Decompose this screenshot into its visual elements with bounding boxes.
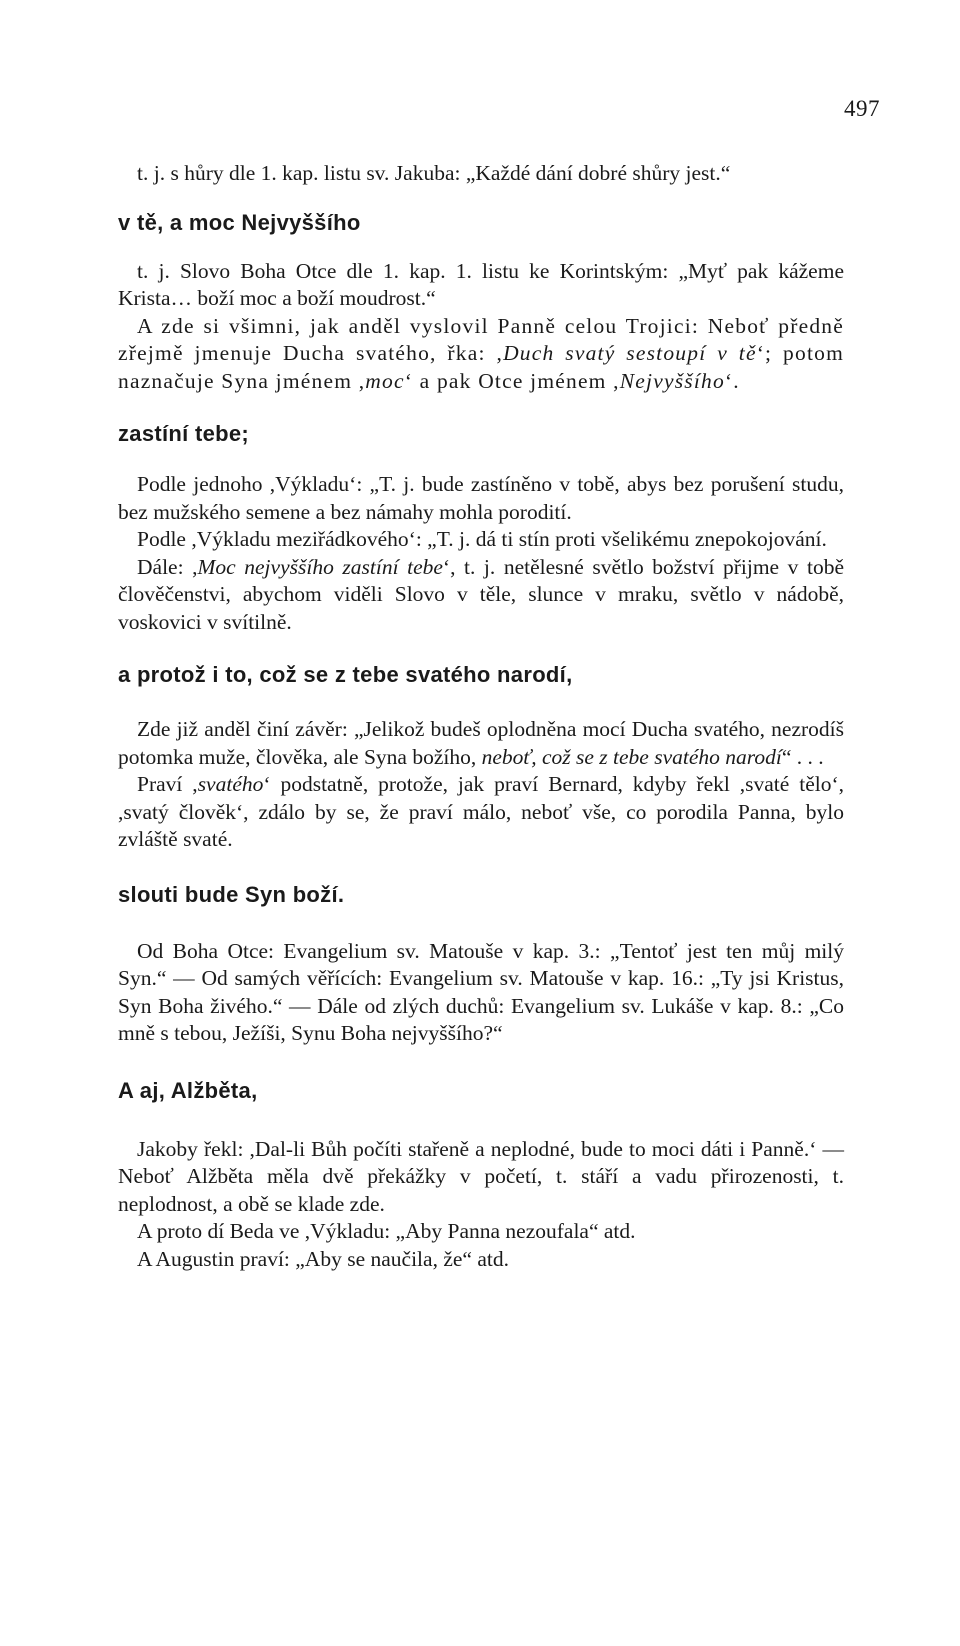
paragraph: t. j. Slovo Boha Otce dle 1. kap. 1. listu ke Korintským: „Myť pak kážeme Krista… boží moc a boží moudrost.“ (118, 258, 844, 310)
italic-quote: Moc nejvyššího zastíní tebe (197, 554, 443, 579)
text-run: A zde si všimni, jak anděl vyslovil Panně celou Trojici: Neboť předně zřejmě jmenuje Ducha svatého, řka: , (118, 313, 844, 365)
paragraph: A Augustin praví: „Aby se naučila, že“ atd. (137, 1246, 509, 1271)
text-run: ‘ podstatně, protože, jak praví Bernard, kdyby řekl ,svaté tělo‘, ,svatý člověk‘, zdálo by se, že praví málo, neboť vše, co porodila Panna, bylo zvláště svaté. (118, 772, 844, 851)
paragraph (118, 313, 844, 396)
section-heading: zastíní tebe; (118, 421, 250, 446)
paragraph: A proto dí Beda ve ,Výkladu: „Aby Panna nezoufala“ atd. (137, 1219, 636, 1243)
text-run: Zde již anděl činí závěr: „Jelikož budeš oplodněna mocí Ducha svatého, nezrodíš potomka muže, člověka, ale Syna božího, (118, 717, 844, 769)
text-run: ‘; potom naznačuje Syna jménem , (118, 341, 845, 393)
text-run: Praví , (137, 772, 198, 796)
italic-quote: Duch svatý sestoupí v tě (503, 341, 757, 365)
paragraph (118, 771, 844, 854)
italic-quote: moc (365, 368, 405, 393)
page-number: 497 (844, 96, 880, 121)
paragraph: Podle jednoho ,Výkladu‘: „T. j. bude zastíněno v tobě, abys bez porušení studu, bez mužského semene a bez námahy mohla porodití. (118, 472, 844, 524)
italic-quote: Nejvyššího (619, 368, 725, 393)
text-run: ‘ a pak Otce jménem , (404, 368, 620, 393)
paragraph: Od Boha Otce: Evangelium sv. Matouše v kap. 3.: „Tentoť jest ten můj milý Syn.“ — Od samých věřících: Evangelium sv. Matouše v kap. 16.: „Ty jsi Kristus, Syn Boha živého.“ — Dále od zlých duchů: Evangelium sv. Lukáše v kap. 8.: „Co mně s tebou, Ježíši, Synu Boha nejvyššího?“ (118, 938, 844, 1045)
italic-quote: svatého (197, 772, 264, 796)
text-run: “ . . . (781, 744, 824, 769)
section-heading: slouti bude Syn boží. (118, 881, 345, 907)
section-heading: v tě, a moc Nejvyššího (118, 209, 361, 235)
paragraph (118, 554, 844, 637)
section-heading: a protož i to, což se z tebe svatého narodí, (118, 662, 573, 687)
paragraph: Jakoby řekl: ,Dal-li Bůh počíti stařeně a neplodné, bude to moci dáti i Panně.‘ — Neboť Alžběta měla dvě překážky v početí, t. stáří a vadu přirozenosti, t. neplodnost, a obě se klade zde. (118, 1136, 844, 1216)
page-body (118, 160, 844, 1273)
paragraph: Podle ,Výkladu meziřádkového‘: „T. j. dá ti stín proti všelikému znepokojování. (137, 527, 827, 551)
italic-quote: neboť, což se z tebe svatého narodí (481, 744, 782, 769)
paragraph: t. j. s hůry dle 1. kap. listu sv. Jakuba: „Každé dání dobré shůry jest.“ (137, 161, 731, 185)
section-heading: A aj, Alžběta, (118, 1077, 258, 1103)
text-run: ‘. (724, 368, 740, 393)
text-run: ‘, t. j. netělesné světlo božství přijme v tobě člověčenstvi, abychom viděli Slovo v těle, slunce v mraku, světlo v nádobě, voskovici v svítilně. (118, 554, 844, 634)
paragraph (118, 716, 844, 771)
text-run: Dále: , (137, 554, 198, 579)
